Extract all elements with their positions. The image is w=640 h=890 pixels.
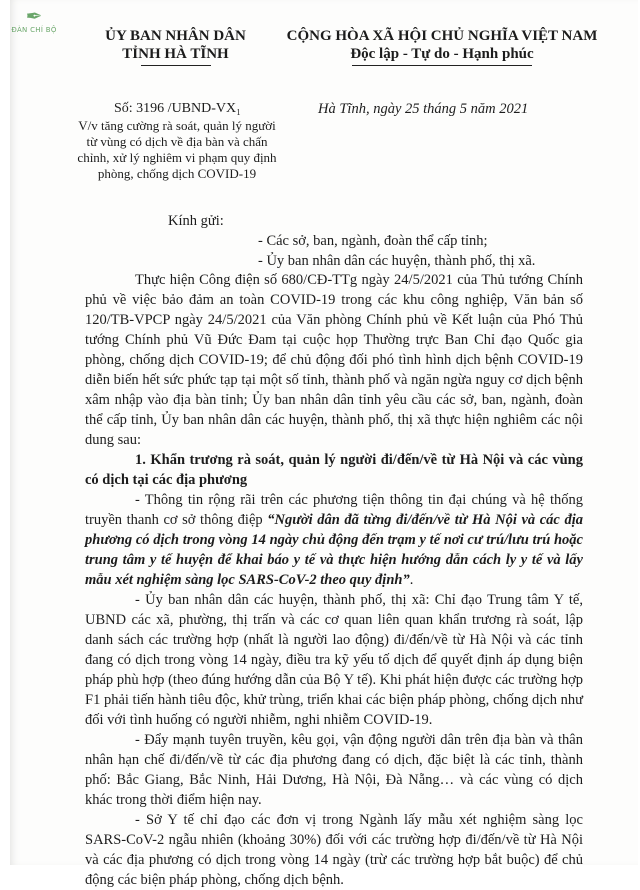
watermark-text: ĐÀN CHÍ BỘ — [11, 26, 57, 34]
authority-line-2: TỈNH HÀ TĨNH — [122, 46, 229, 62]
intro-paragraph: Thực hiện Công điện số 680/CĐ-TTg ngày 24/5/2021 của Thủ tướng Chính phủ về việc bảo đảm an toàn COVID-19 trong các khu công nghiệp, Văn bản số 120/TB-VPCP ngày 24/5/2021 của Văn phòng Chính phủ về Kết luận của Phó Thủ tướng Chính phủ Vũ Đức Đam tại cuộc họp Thường trực Ban Chỉ đạo Quốc gia phòng, chống dịch COVID-19; để chủ động đối phó tình hình dịch bệnh COVID-19 diễn biến hết sức phức tạp tại một số tỉnh, thành phố và ngăn ngừa nguy cơ dịch bệnh xâm nhập vào địa bàn tỉnh; Ủy ban nhân dân tỉnh yêu cầu các sở, ban, ngành, đoàn thể cấp tỉnh, Ủy ban nhân dân các huyện, thành phố, thị xã thực hiện nghiêm các nội dung sau: — [85, 272, 583, 448]
paragraph-1 — [85, 490, 583, 590]
paragraph-1-end: . — [409, 572, 414, 588]
motto-underline — [352, 65, 532, 66]
paragraph-2: - Ủy ban nhân dân các huyện, thành phố, thị xã: Chỉ đạo Trung tâm Y tế, UBND các xã, phường, thị trấn và các cơ quan liên quan khẩn trương rà soát, lập danh sách các trường hợp (nhất là người lao động) đi/đến/về từ Hà Nội và các tỉnh đang có dịch trong vòng 14 ngày, điều tra kỹ yếu tố dịch để quyết định áp dụng biện pháp phù hợp (theo đúng hướng dẫn của Bộ Y tế). Khi phát hiện được các trường hợp F1 phải tiến hành tiêu độc, khử trùng, triển khai các biện pháp phòng, chống dịch như đối với tình huống có người nhiễm, nghi nhiễm COVID-19. — [85, 592, 583, 728]
section-1-heading: 1. Khẩn trương rà soát, quản lý người đi/đến/về từ Hà Nội và các vùng có dịch tại các địa phương — [85, 452, 583, 488]
greeting: Kính gửi: — [168, 213, 224, 229]
paragraph-3: - Đẩy mạnh tuyên truyền, kêu gọi, vận động người dân trên địa bàn và thân nhân hạn chế đi/đến/về từ các địa phương đang có dịch, đặc biệt là các tỉnh, thành phố: Bắc Giang, Bắc Ninh, Hải Dương, Hà Nội, Đà Nẵng… và các vùng có dịch khác trong thời điểm hiện nay. — [85, 732, 583, 808]
authority-underline — [141, 65, 211, 66]
authority-line-1: ỦY BAN NHÂN DÂN — [105, 28, 246, 44]
recipient-item: - Các sở, ban, ngành, đoàn thể cấp tỉnh; — [258, 233, 488, 249]
motto: Độc lập - Tự do - Hạnh phúc — [350, 46, 534, 62]
document-number: Số: 3196 /UBND-VX₁ — [114, 101, 241, 116]
document-body — [85, 270, 583, 890]
feather-pen-icon: ✒ — [25, 4, 43, 28]
document-subject: V/v tăng cường rà soát, quản lý người từ vùng có dịch về địa bàn và chấn chỉnh, xử lý nghiêm vi phạm quy định phòng, chống dịch COVID-19 — [77, 118, 277, 181]
national-motto — [282, 27, 602, 66]
paragraph-4: - Sở Y tế chỉ đạo các đơn vị trong Ngành lấy mẫu xét nghiệm sàng lọc SARS-CoV-2 ngẫu nhiên (khoảng 30%) đối với các trường hợp đi/đến/về từ Hà Nội và các địa phương có dịch trong vòng 14 ngày (trừ các trường hợp bắt buộc) để chủ động các biện pháp phòng, chống dịch bệnh. — [85, 812, 583, 888]
place-date: Hà Tĩnh, ngày 25 tháng 5 năm 2021 — [318, 101, 529, 117]
recipient-list — [258, 231, 535, 271]
country-name: CỘNG HÒA XÃ HỘI CHỦ NGHĨA VIỆT NAM — [286, 28, 598, 44]
recipient-item: - Ủy ban nhân dân các huyện, thành phố, thị xã. — [258, 253, 536, 269]
issuing-authority — [88, 27, 263, 66]
watermark-logo — [4, 6, 64, 46]
campaign-message-quote: “Người dân đã từng đi/đến/về từ Hà Nội và các địa phương có dịch trong vòng 14 ngày chủ động đến trạm y tế nơi cư trú/lưu trú hoặc trung tâm y tế huyện để khai báo y tế và thực hiện hướng dẫn cách ly y tế và lấy mẫu xét nghiệm sàng lọc SARS-CoV-2 theo quy định” — [85, 512, 583, 588]
paragraph-1-lead: - Thông tin rộng rãi trên các phương tiện thông tin đại chúng và hệ thống truyền thanh cơ sở thông điệp — [85, 492, 583, 528]
